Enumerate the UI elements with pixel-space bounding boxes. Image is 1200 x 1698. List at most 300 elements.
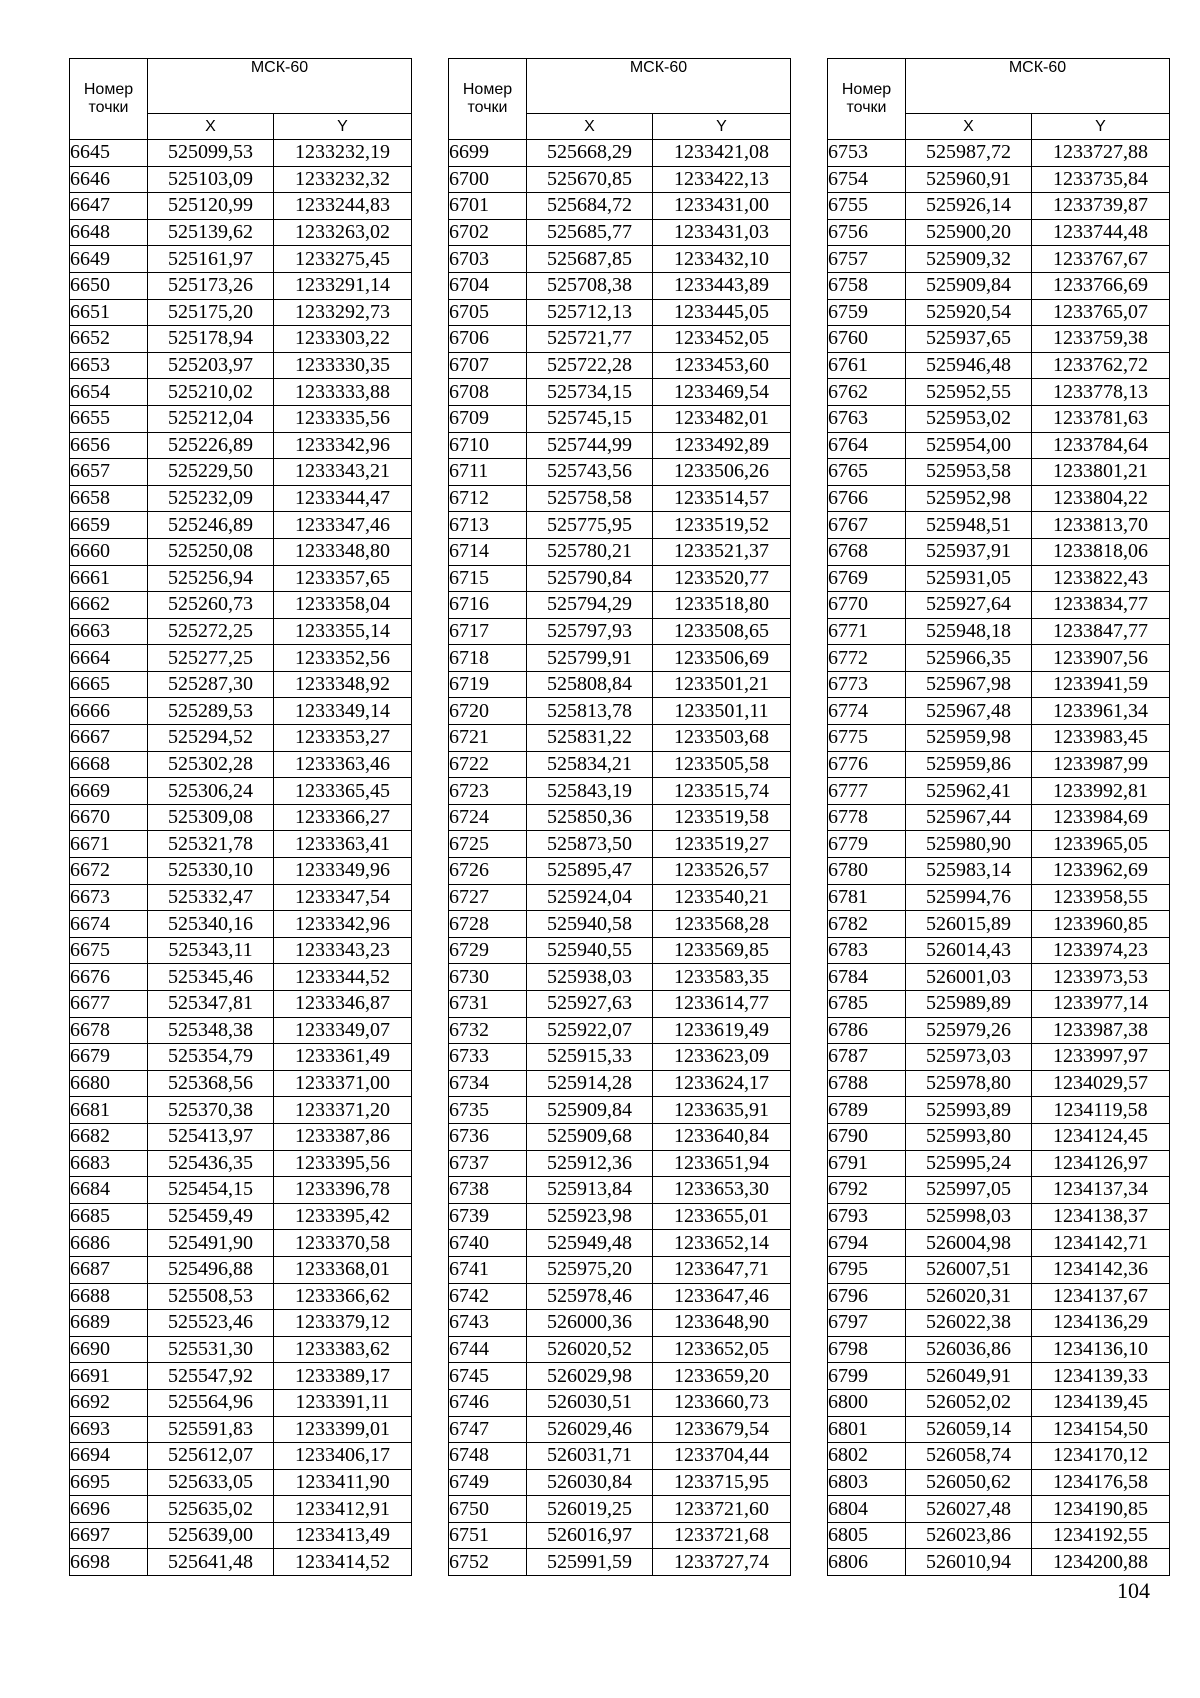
x-coordinate-cell: 525843,19	[527, 778, 653, 805]
table-row	[449, 512, 791, 539]
y-coordinate-cell: 1233987,38	[1032, 1017, 1170, 1044]
point-number-cell: 6681	[70, 1097, 148, 1124]
y-coordinate-cell: 1233399,01	[274, 1416, 412, 1443]
table-row	[449, 1310, 791, 1337]
table-row	[70, 512, 412, 539]
point-number-cell: 6667	[70, 725, 148, 752]
table-row	[70, 804, 412, 831]
table-row	[70, 1177, 412, 1204]
x-coordinate-cell: 526059,14	[906, 1416, 1032, 1443]
table-row	[828, 432, 1170, 459]
x-coordinate-cell: 526052,02	[906, 1389, 1032, 1416]
table-row	[70, 1469, 412, 1496]
point-number-cell: 6770	[828, 592, 906, 619]
y-coordinate-cell: 1233379,12	[274, 1310, 412, 1337]
y-coordinate-cell: 1233515,74	[653, 778, 791, 805]
point-number-cell: 6775	[828, 725, 906, 752]
x-coordinate-cell: 525960,91	[906, 166, 1032, 193]
point-number-cell: 6797	[828, 1310, 906, 1337]
x-coordinate-cell: 525948,51	[906, 512, 1032, 539]
table-row	[828, 1283, 1170, 1310]
y-coordinate-cell: 1233333,88	[274, 379, 412, 406]
point-number-cell: 6796	[828, 1283, 906, 1310]
point-number-cell: 6749	[449, 1469, 527, 1496]
point-number-cell: 6683	[70, 1150, 148, 1177]
x-coordinate-cell: 525591,83	[148, 1416, 274, 1443]
y-coordinate-cell: 1233721,68	[653, 1522, 791, 1549]
table-row	[449, 459, 791, 486]
point-number-cell: 6766	[828, 485, 906, 512]
x-coordinate-cell: 525979,26	[906, 1017, 1032, 1044]
x-coordinate-cell: 525246,89	[148, 512, 274, 539]
x-coordinate-cell: 525175,20	[148, 299, 274, 326]
y-coordinate-cell: 1234200,88	[1032, 1549, 1170, 1576]
table-row	[828, 405, 1170, 432]
table-row	[70, 485, 412, 512]
table-row	[70, 831, 412, 858]
table-row	[449, 698, 791, 725]
x-coordinate-cell: 525496,88	[148, 1256, 274, 1283]
x-coordinate-cell: 525973,03	[906, 1044, 1032, 1071]
x-coordinate-cell: 526010,94	[906, 1549, 1032, 1576]
point-number-cell: 6650	[70, 272, 148, 299]
table-row	[449, 645, 791, 672]
y-coordinate-cell: 1233413,49	[274, 1522, 412, 1549]
point-number-cell: 6745	[449, 1363, 527, 1390]
table-row	[449, 1070, 791, 1097]
table-row	[449, 272, 791, 299]
table-row	[828, 1496, 1170, 1523]
y-coordinate-cell: 1233804,22	[1032, 485, 1170, 512]
y-coordinate-cell: 1233521,37	[653, 538, 791, 565]
table-row	[449, 911, 791, 938]
point-number-cell: 6801	[828, 1416, 906, 1443]
y-coordinate-cell: 1233739,87	[1032, 193, 1170, 220]
table-row	[70, 911, 412, 938]
point-number-cell: 6711	[449, 459, 527, 486]
point-number-cell: 6674	[70, 911, 148, 938]
y-coordinate-cell: 1233508,65	[653, 618, 791, 645]
table-row	[449, 1283, 791, 1310]
x-coordinate-cell: 525993,89	[906, 1097, 1032, 1124]
x-coordinate-cell: 525912,36	[527, 1150, 653, 1177]
y-coordinate-cell: 1233445,05	[653, 299, 791, 326]
table-row	[828, 1097, 1170, 1124]
table-row	[449, 884, 791, 911]
table-row	[449, 485, 791, 512]
table-row	[449, 618, 791, 645]
point-number-cell: 6722	[449, 751, 527, 778]
table-row	[70, 698, 412, 725]
point-number-header	[70, 59, 148, 140]
point-number-header	[449, 59, 527, 140]
x-coordinate-cell: 525922,07	[527, 1017, 653, 1044]
x-coordinate-cell: 525850,36	[527, 804, 653, 831]
table-row	[70, 326, 412, 353]
x-coordinate-cell: 525745,15	[527, 405, 653, 432]
table-row	[828, 246, 1170, 273]
table-row	[828, 1336, 1170, 1363]
point-number-cell: 6712	[449, 485, 527, 512]
y-coordinate-cell: 1233469,54	[653, 379, 791, 406]
point-number-cell: 6651	[70, 299, 148, 326]
point-number-cell: 6754	[828, 166, 906, 193]
point-number-cell: 6701	[449, 193, 527, 220]
point-number-cell: 6743	[449, 1310, 527, 1337]
y-column-header: Y	[653, 114, 791, 140]
table-row	[70, 858, 412, 885]
x-coordinate-cell: 526029,98	[527, 1363, 653, 1390]
y-coordinate-cell: 1233640,84	[653, 1123, 791, 1150]
point-number-header-text: Номер точки	[462, 81, 513, 116]
x-coordinate-cell: 525949,48	[527, 1230, 653, 1257]
point-number-cell: 6645	[70, 140, 148, 167]
table-row	[449, 379, 791, 406]
y-coordinate-cell: 1233352,56	[274, 645, 412, 672]
table-row	[828, 1044, 1170, 1071]
point-number-cell: 6677	[70, 991, 148, 1018]
y-column-header: Y	[1032, 114, 1170, 140]
y-coordinate-cell: 1233335,56	[274, 405, 412, 432]
point-number-cell: 6799	[828, 1363, 906, 1390]
table-row	[70, 937, 412, 964]
point-number-cell: 6794	[828, 1230, 906, 1257]
y-coordinate-cell: 1233361,49	[274, 1044, 412, 1071]
x-coordinate-cell: 525287,30	[148, 671, 274, 698]
coordinate-system-header: МСК-60	[527, 59, 791, 114]
point-number-cell: 6782	[828, 911, 906, 938]
table-row	[449, 1389, 791, 1416]
table-row	[828, 299, 1170, 326]
y-coordinate-cell: 1234139,45	[1032, 1389, 1170, 1416]
table-row	[70, 991, 412, 1018]
y-coordinate-cell: 1233766,69	[1032, 272, 1170, 299]
y-coordinate-cell: 1234136,29	[1032, 1310, 1170, 1337]
x-coordinate-cell: 525989,89	[906, 991, 1032, 1018]
y-coordinate-cell: 1233679,54	[653, 1416, 791, 1443]
table-row	[449, 671, 791, 698]
point-number-cell: 6698	[70, 1549, 148, 1576]
point-number-cell: 6739	[449, 1203, 527, 1230]
x-coordinate-cell: 525289,53	[148, 698, 274, 725]
x-coordinate-cell: 525962,41	[906, 778, 1032, 805]
table-row	[828, 1363, 1170, 1390]
x-coordinate-cell: 526020,31	[906, 1283, 1032, 1310]
y-coordinate-cell: 1233818,06	[1032, 538, 1170, 565]
y-coordinate-cell: 1233395,42	[274, 1203, 412, 1230]
y-coordinate-cell: 1233767,67	[1032, 246, 1170, 273]
point-number-cell: 6789	[828, 1097, 906, 1124]
table-row	[449, 1150, 791, 1177]
x-coordinate-cell: 525980,90	[906, 831, 1032, 858]
point-number-cell: 6648	[70, 219, 148, 246]
y-coordinate-cell: 1233727,74	[653, 1549, 791, 1576]
x-coordinate-cell: 525413,97	[148, 1123, 274, 1150]
x-coordinate-cell: 525978,80	[906, 1070, 1032, 1097]
table-row	[70, 592, 412, 619]
point-number-cell: 6725	[449, 831, 527, 858]
y-coordinate-cell: 1233348,80	[274, 538, 412, 565]
point-number-cell: 6773	[828, 671, 906, 698]
table-row	[70, 1549, 412, 1576]
x-coordinate-cell: 526049,91	[906, 1363, 1032, 1390]
point-number-cell: 6748	[449, 1443, 527, 1470]
x-coordinate-cell: 525808,84	[527, 671, 653, 698]
point-number-cell: 6746	[449, 1389, 527, 1416]
point-number-cell: 6727	[449, 884, 527, 911]
table-row	[449, 1017, 791, 1044]
x-coordinate-cell: 525139,62	[148, 219, 274, 246]
point-number-cell: 6750	[449, 1496, 527, 1523]
x-coordinate-cell: 525780,21	[527, 538, 653, 565]
table-row	[449, 405, 791, 432]
point-number-cell: 6710	[449, 432, 527, 459]
y-coordinate-cell: 1233371,20	[274, 1097, 412, 1124]
x-coordinate-cell: 525953,58	[906, 459, 1032, 486]
table-row	[828, 1389, 1170, 1416]
x-coordinate-cell: 525564,96	[148, 1389, 274, 1416]
point-number-cell: 6740	[449, 1230, 527, 1257]
x-coordinate-cell: 525924,04	[527, 884, 653, 911]
y-coordinate-cell: 1233366,62	[274, 1283, 412, 1310]
table-row	[449, 804, 791, 831]
table-row	[449, 432, 791, 459]
point-number-cell: 6719	[449, 671, 527, 698]
y-coordinate-cell: 1233623,09	[653, 1044, 791, 1071]
x-coordinate-cell: 525348,38	[148, 1017, 274, 1044]
x-coordinate-cell: 525668,29	[527, 140, 653, 167]
y-coordinate-cell: 1233715,95	[653, 1469, 791, 1496]
point-number-cell: 6747	[449, 1416, 527, 1443]
x-coordinate-cell: 526027,48	[906, 1496, 1032, 1523]
point-number-cell: 6792	[828, 1177, 906, 1204]
table-row	[828, 751, 1170, 778]
x-coordinate-cell: 525332,47	[148, 884, 274, 911]
point-number-cell: 6704	[449, 272, 527, 299]
point-number-cell: 6752	[449, 1549, 527, 1576]
x-coordinate-cell: 525454,15	[148, 1177, 274, 1204]
x-coordinate-cell: 525345,46	[148, 964, 274, 991]
x-coordinate-cell: 525491,90	[148, 1230, 274, 1257]
y-coordinate-cell: 1233518,80	[653, 592, 791, 619]
point-number-cell: 6708	[449, 379, 527, 406]
x-coordinate-cell: 525790,84	[527, 565, 653, 592]
table-row	[449, 1256, 791, 1283]
table-row	[70, 140, 412, 167]
table-row	[70, 459, 412, 486]
table-row	[449, 326, 791, 353]
table-row	[449, 725, 791, 752]
x-coordinate-cell: 525959,98	[906, 725, 1032, 752]
y-coordinate-cell: 1233506,69	[653, 645, 791, 672]
point-number-cell: 6682	[70, 1123, 148, 1150]
point-number-cell: 6806	[828, 1549, 906, 1576]
table-row	[70, 1522, 412, 1549]
point-number-header-text: Номер точки	[841, 81, 892, 116]
y-coordinate-cell: 1233363,46	[274, 751, 412, 778]
x-coordinate-cell: 525368,56	[148, 1070, 274, 1097]
y-coordinate-cell: 1233519,58	[653, 804, 791, 831]
y-coordinate-cell: 1233501,21	[653, 671, 791, 698]
x-coordinate-cell: 525940,55	[527, 937, 653, 964]
point-number-cell: 6686	[70, 1230, 148, 1257]
y-coordinate-cell: 1233263,02	[274, 219, 412, 246]
table-row	[70, 1203, 412, 1230]
x-coordinate-cell: 526016,97	[527, 1522, 653, 1549]
point-number-cell: 6685	[70, 1203, 148, 1230]
x-coordinate-cell: 525978,46	[527, 1283, 653, 1310]
point-number-cell: 6718	[449, 645, 527, 672]
y-coordinate-cell: 1233526,57	[653, 858, 791, 885]
y-coordinate-cell: 1233781,63	[1032, 405, 1170, 432]
point-number-cell: 6741	[449, 1256, 527, 1283]
y-coordinate-cell: 1233652,05	[653, 1336, 791, 1363]
point-number-cell: 6697	[70, 1522, 148, 1549]
point-number-cell: 6670	[70, 804, 148, 831]
point-number-cell: 6758	[828, 272, 906, 299]
table-row	[70, 645, 412, 672]
table-row	[449, 352, 791, 379]
table-row	[828, 1443, 1170, 1470]
y-coordinate-cell: 1233370,58	[274, 1230, 412, 1257]
point-number-cell: 6761	[828, 352, 906, 379]
point-number-cell: 6679	[70, 1044, 148, 1071]
table-row	[828, 193, 1170, 220]
y-coordinate-cell: 1233813,70	[1032, 512, 1170, 539]
y-coordinate-cell: 1233387,86	[274, 1123, 412, 1150]
coordinates-table-3	[827, 58, 1170, 1576]
y-coordinate-cell: 1233721,60	[653, 1496, 791, 1523]
table-row	[70, 246, 412, 273]
point-number-cell: 6764	[828, 432, 906, 459]
point-number-cell: 6665	[70, 671, 148, 698]
point-number-cell: 6720	[449, 698, 527, 725]
table-row	[449, 1203, 791, 1230]
y-coordinate-cell: 1233414,52	[274, 1549, 412, 1576]
table-row	[70, 1230, 412, 1257]
y-coordinate-cell: 1234139,33	[1032, 1363, 1170, 1390]
table-row	[449, 1363, 791, 1390]
point-number-cell: 6716	[449, 592, 527, 619]
y-coordinate-cell: 1233997,97	[1032, 1044, 1170, 1071]
x-coordinate-cell: 525975,20	[527, 1256, 653, 1283]
x-coordinate-cell: 525712,13	[527, 299, 653, 326]
table-row	[828, 485, 1170, 512]
y-coordinate-cell: 1233291,14	[274, 272, 412, 299]
x-coordinate-cell: 525931,05	[906, 565, 1032, 592]
x-coordinate-cell: 525721,77	[527, 326, 653, 353]
coordinate-system-header: МСК-60	[148, 59, 412, 114]
table-row	[828, 1123, 1170, 1150]
y-coordinate-cell: 1233960,85	[1032, 911, 1170, 938]
table-row	[828, 1203, 1170, 1230]
point-number-cell: 6662	[70, 592, 148, 619]
table-row	[828, 1017, 1170, 1044]
x-coordinate-cell: 525612,07	[148, 1443, 274, 1470]
x-coordinate-cell: 525250,08	[148, 538, 274, 565]
x-coordinate-cell: 525991,59	[527, 1549, 653, 1576]
table-row	[70, 379, 412, 406]
point-number-cell: 6729	[449, 937, 527, 964]
y-coordinate-cell: 1233349,07	[274, 1017, 412, 1044]
y-coordinate-cell: 1233342,96	[274, 911, 412, 938]
y-coordinate-cell: 1234136,10	[1032, 1336, 1170, 1363]
x-coordinate-cell: 525547,92	[148, 1363, 274, 1390]
x-coordinate-cell: 526023,86	[906, 1522, 1032, 1549]
point-number-cell: 6763	[828, 405, 906, 432]
x-coordinate-cell: 525952,98	[906, 485, 1032, 512]
point-number-cell: 6678	[70, 1017, 148, 1044]
point-number-cell: 6776	[828, 751, 906, 778]
table-row	[70, 884, 412, 911]
x-coordinate-cell: 525459,49	[148, 1203, 274, 1230]
y-coordinate-cell: 1233344,52	[274, 964, 412, 991]
x-coordinate-cell: 526022,38	[906, 1310, 1032, 1337]
table-row	[70, 1283, 412, 1310]
y-coordinate-cell: 1234142,71	[1032, 1230, 1170, 1257]
x-coordinate-cell: 526004,98	[906, 1230, 1032, 1257]
point-number-cell: 6732	[449, 1017, 527, 1044]
table-row	[449, 1123, 791, 1150]
point-number-cell: 6700	[449, 166, 527, 193]
x-coordinate-cell: 525641,48	[148, 1549, 274, 1576]
point-number-cell: 6687	[70, 1256, 148, 1283]
point-number-cell: 6668	[70, 751, 148, 778]
x-coordinate-cell: 526001,03	[906, 964, 1032, 991]
point-number-cell: 6795	[828, 1256, 906, 1283]
y-coordinate-cell: 1234138,37	[1032, 1203, 1170, 1230]
y-coordinate-cell: 1233505,58	[653, 751, 791, 778]
table-row	[70, 193, 412, 220]
table-row	[828, 645, 1170, 672]
point-number-cell: 6742	[449, 1283, 527, 1310]
table-row	[70, 618, 412, 645]
x-coordinate-cell: 526030,51	[527, 1389, 653, 1416]
y-coordinate-cell: 1234154,50	[1032, 1416, 1170, 1443]
table-row	[70, 538, 412, 565]
point-number-cell: 6730	[449, 964, 527, 991]
x-coordinate-cell: 525983,14	[906, 858, 1032, 885]
table-row	[449, 1336, 791, 1363]
y-coordinate-cell: 1233344,47	[274, 485, 412, 512]
point-number-cell: 6779	[828, 831, 906, 858]
point-number-cell: 6751	[449, 1522, 527, 1549]
point-number-cell: 6714	[449, 538, 527, 565]
y-coordinate-cell: 1234137,67	[1032, 1283, 1170, 1310]
y-coordinate-cell: 1233431,03	[653, 219, 791, 246]
table-row	[70, 1416, 412, 1443]
point-number-cell: 6800	[828, 1389, 906, 1416]
x-coordinate-cell: 525927,64	[906, 592, 1032, 619]
y-coordinate-cell: 1233759,38	[1032, 326, 1170, 353]
point-number-cell: 6788	[828, 1070, 906, 1097]
point-number-cell: 6652	[70, 326, 148, 353]
x-coordinate-cell: 525173,26	[148, 272, 274, 299]
x-coordinate-cell: 526020,52	[527, 1336, 653, 1363]
table-row	[828, 1522, 1170, 1549]
x-coordinate-cell: 525633,05	[148, 1469, 274, 1496]
point-number-cell: 6787	[828, 1044, 906, 1071]
y-coordinate-cell: 1233984,69	[1032, 804, 1170, 831]
x-coordinate-cell: 525834,21	[527, 751, 653, 778]
point-number-cell: 6778	[828, 804, 906, 831]
point-number-cell: 6666	[70, 698, 148, 725]
table-row	[828, 1256, 1170, 1283]
coordinate-system-header: МСК-60	[906, 59, 1170, 114]
point-number-cell: 6798	[828, 1336, 906, 1363]
y-coordinate-cell: 1233432,10	[653, 246, 791, 273]
y-coordinate-cell: 1234137,34	[1032, 1177, 1170, 1204]
